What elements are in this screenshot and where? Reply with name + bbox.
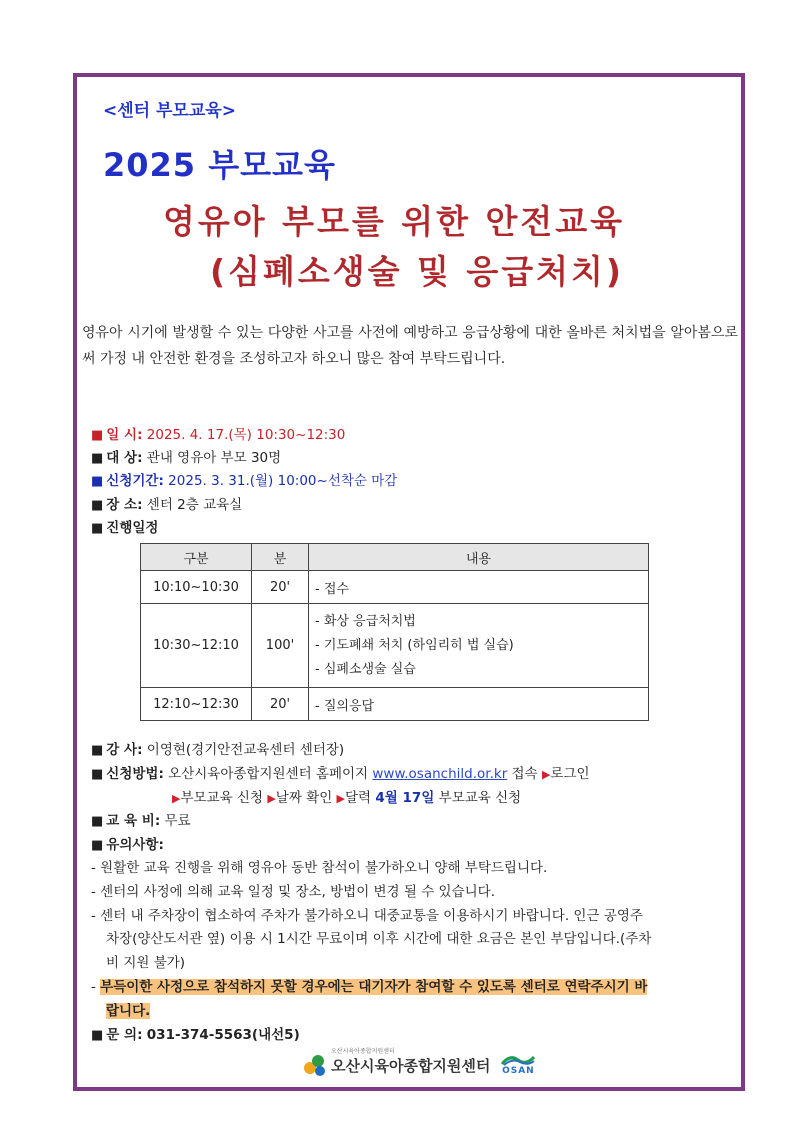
sub-title: (심폐소생술 및 응급처치): [210, 252, 624, 291]
website-link[interactable]: www.osanchild.or.kr: [372, 766, 508, 782]
row-content: - 접수: [309, 571, 649, 604]
osan-logo: [500, 1054, 536, 1076]
bullet-icon: ■: [91, 767, 104, 782]
info-target: [91, 446, 281, 466]
place-label: 장 소:: [106, 497, 143, 513]
date-label: 일 시:: [106, 427, 143, 443]
place-value: 센터 2층 교육실: [146, 497, 243, 513]
main-title: 영유아 부모를 위한 안전교육: [163, 202, 626, 241]
info-apply-period: [91, 469, 397, 489]
highlight-note-2: [106, 999, 150, 1019]
table-header-row: [141, 544, 649, 571]
highlight-note: [91, 975, 647, 995]
bullet-icon: ■: [91, 1028, 104, 1043]
table-row: [141, 571, 649, 604]
step-login: 로그인: [550, 766, 590, 782]
notes-label: 유의사항:: [106, 837, 164, 853]
center-logo-icon: [303, 1052, 327, 1078]
year-title: 2025 부모교육: [103, 146, 336, 184]
bullet-icon: ■: [91, 451, 104, 466]
schedule-table: [140, 543, 649, 721]
step-calendar-date: 4월 17일: [375, 790, 435, 806]
row-time: 10:30~12:10: [141, 604, 252, 688]
osan-wave-icon: [500, 1054, 536, 1066]
content-item: - 기도폐쇄 처치 (하임리히 법 실습): [315, 637, 514, 653]
apply-method-access: 접속: [511, 766, 538, 782]
intro-paragraph: 영유아 시기에 발생할 수 있는 다양한 사고를 사전에 예방하고 응급상황에 대한 올바른 처치법을 알아봄으로써 가정 내 안전한 환경을 조성하고자 하오니 많은 참여 부탁드립니다.: [82, 325, 738, 367]
target-label: 대 상:: [106, 450, 143, 466]
table-row: [141, 688, 649, 721]
target-value: 관내 영유아 부모 30명: [146, 450, 282, 466]
row-minutes: 100': [252, 604, 309, 688]
header-content: 내용: [309, 544, 649, 571]
bullet-icon: ■: [91, 814, 104, 829]
step-date: 날짜 확인: [275, 790, 333, 806]
center-tag: <센터 부모교육>: [103, 101, 236, 121]
fee-label: 교 육 비:: [106, 813, 161, 829]
schedule-label: 진행일정: [106, 520, 159, 536]
apply-period-value: 2025. 3. 31.(월) 10:00~선착순 마감: [168, 473, 398, 489]
bullet-icon: ■: [91, 521, 104, 536]
note-dash: -: [91, 979, 96, 995]
note-line: 차장(양산도서관 옆) 이용 시 1시간 무료이며 이후 시간에 대한 요금은 본인 부담입니다.(주차: [106, 931, 652, 947]
content-item: - 화상 응급처치법: [315, 613, 416, 629]
apply-steps: [172, 786, 521, 806]
info-date: [91, 423, 345, 443]
bullet-icon: ■: [91, 474, 104, 489]
row-time: 10:10~10:30: [141, 571, 252, 604]
header-category: 구분: [141, 544, 252, 571]
apply-method-label: 신청방법:: [106, 766, 164, 782]
info-fee: [91, 809, 191, 829]
info-schedule: [91, 516, 158, 536]
instructor-value: 이영현(경기안전교육센터 센터장): [146, 742, 345, 758]
footer-logo: [303, 1048, 536, 1078]
row-content: [309, 604, 649, 688]
step-final: 부모교육 신청: [438, 790, 522, 806]
row-minutes: 20': [252, 571, 309, 604]
info-place: [91, 493, 242, 513]
step-parent-edu: 부모교육 신청: [180, 790, 264, 806]
bullet-icon: ■: [91, 498, 104, 513]
apply-method-site: 오산시육아종합지원센터 홈페이지: [168, 766, 369, 782]
note-line: - 원활한 교육 진행을 위해 영유아 동반 참석이 불가하오니 양해 부탁드립니다.: [91, 860, 548, 876]
row-content: - 질의응답: [309, 688, 649, 721]
header-minutes: 분: [252, 544, 309, 571]
arrow-right-icon: ▶: [541, 768, 551, 781]
arrow-right-icon: ▶: [336, 792, 346, 805]
bullet-icon: ■: [91, 838, 104, 853]
row-time: 12:10~12:30: [141, 688, 252, 721]
instructor-label: 강 사:: [106, 742, 143, 758]
osan-text: OSAN: [502, 1066, 535, 1076]
bullet-icon: ■: [91, 743, 104, 758]
note-line: - 센터 내 주차장이 협소하여 주차가 불가하오니 대중교통을 이용하시기 바랍니다. 인근 공영주: [91, 908, 643, 924]
info-notes: [91, 833, 164, 853]
apply-period-label: 신청기간:: [106, 473, 164, 489]
content-item: - 심폐소생술 실습: [315, 661, 416, 677]
info-apply-method: [91, 762, 590, 782]
arrow-right-icon: ▶: [172, 792, 181, 805]
note-line: 비 지원 불가): [106, 955, 186, 971]
highlight-line1: 부득이한 사정으로 참석하지 못할 경우에는 대기자가 참여할 수 있도록 센터로 연락주시기 바: [100, 979, 648, 995]
arrow-right-icon: ▶: [267, 792, 276, 805]
row-minutes: 20': [252, 688, 309, 721]
highlight-line2: 랍니다.: [106, 1003, 151, 1019]
table-row: [141, 604, 649, 688]
note-line: - 센터의 사정에 의해 교육 일정 및 장소, 방법이 변경 될 수 있습니다.: [91, 884, 496, 900]
info-contact: [91, 1023, 300, 1043]
contact-value: 031-374-5563(내선5): [146, 1027, 300, 1043]
contact-label: 문 의:: [106, 1027, 143, 1043]
logo-small-text: 오산시육아종합지원센터: [331, 1048, 395, 1055]
step-calendar: 달력: [345, 790, 372, 806]
fee-value: 무료: [164, 813, 191, 829]
logo-name: 오산시육아종합지원센터: [331, 1056, 491, 1075]
date-value: 2025. 4. 17.(목) 10:30~12:30: [146, 427, 346, 443]
bullet-icon: ■: [91, 428, 104, 443]
info-instructor: [91, 738, 344, 758]
